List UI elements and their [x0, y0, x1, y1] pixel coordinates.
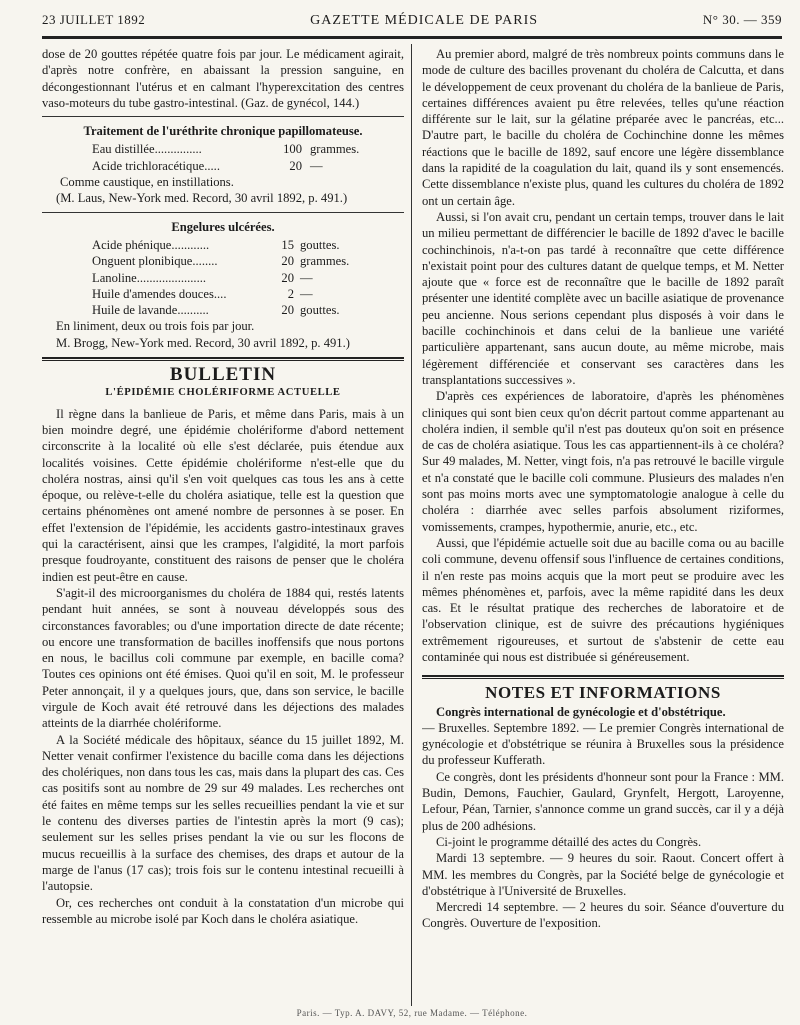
column-divider [411, 44, 412, 1006]
ingredient-qty: 20 [289, 158, 302, 173]
bulletin-paragraph: S'agit-il des microorganismes du choléra de 1884 qui, restés latents pendant huit années, se sont à nouveau développés sous des circonstances favorables; ou d'une importation directe de date récente; ou encore une transformation de bacilles inoffensifs que nous portons en nous, le bacillus coli commune par exemple, en bacille coma? Toutes ces opinions ont été émises. Quoi qu'il en soit, M. le professeur Peter annonçait, il y a quelques jours, que, dans son service, le bacille virgule de Koch avait été retrouvé dans les déjections des malades atteints de la diarrhée cholériforme. [42, 585, 404, 731]
congres-paragraph: — Bruxelles. Septembre 1892. — Le premier Congrès international de gynécologie et d'obstétrique se réunira à Bruxelles sous la présidence du professeur Kufferath. [422, 720, 784, 768]
urethrite-ref: (M. Laus, New-York med. Record, 30 avril 1892, p. 491.) [56, 191, 348, 206]
ingredient-unit: — [300, 286, 313, 301]
bulletin-subtitle: L'ÉPIDÉMIE CHOLÉRIFORME ACTUELLE [105, 387, 341, 399]
ingredient-unit: gouttes. [300, 237, 340, 252]
bulletin-paragraph: Aussi, si l'on avait cru, pendant un certain temps, trouver dans le lait un milieu permettant de différencier le bacille de 1892 d'avec le bacille cochinchinois, n'a-t-on pas tardé à reconnaître que cette différence n'existait point pour des cultures datant de quelque temps, et M. Netter ajoute que « force est de reconnaître que le bacille de 1892 paraît présenter une identité complète avec un bacille asiatique de provenance peu ancienne. Nous serions cependant plus disposés à voir dans le bacille cochinchinois et dans celui de la banlieue une variété particulière appartenant, sans aucun doute, au même microbe, mais légèrement différenciée et conservant ses caractères dans les transplantations successives ». [422, 209, 784, 387]
prescription-line [42, 158, 404, 174]
bulletin-paragraph: D'après ces expériences de laboratoire, d'après les phénomènes cliniques qui sont bien ceux qu'on décrit partout comme appartenant au choléra indien, il semble qu'il n'est pas douteux qu'on soit en présence de cas de choléra asiatique. Tous les cas appartiennent-ils à ce choléra? Sur 49 malades, M. Netter, vingt fois, n'a pas retrouvé le bacille virgule et n'a constaté que le bacille coli commune. Plusieurs des malades n'en sont pas moins morts avec une symptomatologie analogue à celle du choléra : diarrhée avec selles parfois absolument riziformes, vomissements, crampes, hypothermie, anurie, etc., etc. [422, 389, 784, 534]
congres-paragraph: Mercredi 14 septembre. — 2 heures du soir. Séance d'ouverture du Congrès. Ouverture de l'exposition. [422, 900, 784, 931]
engelures-title: Engelures ulcérées. [171, 219, 275, 234]
ingredient-qty: 15 [281, 237, 294, 252]
running-header [42, 12, 782, 34]
ingredient-name: Acide phénique............ [92, 237, 210, 252]
ingredient-unit: — [310, 158, 323, 173]
prescription-line [42, 141, 404, 157]
ingredient-unit: grammes. [300, 254, 350, 269]
ingredient-unit: — [300, 270, 313, 285]
congres-paragraph: Ce congrès, dont les présidents d'honneur sont pour la France : MM. Budin, Demons, Fauchier, Gaulard, Grynfelt, Hergott, Laroyenne, Lefour, Péan, Tarnier, s'annonce comme un grand succès, car il y a déjà plus de 200 adhésions. [422, 769, 784, 833]
ingredient-name: Acide trichloracétique..... [92, 158, 220, 173]
bulletin-paragraph: Au premier abord, malgré de très nombreux points communs dans le mode de culture des bacilles provenant du choléra de Calcutta, et dans le développement de ceux provenant du choléra de la banlieue de Paris, certaines différences avaient pu être relevées, telles qu'une réaction différente sur le lait, sur la gélatine préparée avec le pancréas, etc... D'autre part, le bacille du choléra de Cochinchine donne les mêmes réactions que le bacille de 1892, sauf encore une légère dissemblance dans la rapidité de la coagulation du lait, quand ils y sont ensemencés. Cette dissemblance n'existe plus, quand les cultures du choléra de 1892 ont un certain âge. [422, 47, 784, 208]
right-column [422, 46, 784, 1006]
prescription-line [42, 302, 404, 318]
section-rule [42, 116, 404, 117]
bulletin-rule [42, 357, 404, 361]
ingredient-qty: 20 [281, 303, 294, 318]
section-rule [42, 212, 404, 213]
page-number: N° 30. — 359 [702, 12, 782, 27]
prescription-line [42, 237, 404, 253]
bulletin-paragraph: A la Société médicale des hôpitaux, séance du 15 juillet 1892, M. Netter venait confirmer l'existence du bacille coma dans les déjections des cholériques, non dans tous les cas, mais dans la plupart des cas. Ces cas positifs sont au nombre de 29 sur 49 malades. Les recherches ont été faites en même temps sur les selles recueillies pendant la vie et sur le contenu des diverses parties de l'intestin après la mort (9 cas); seulement sur les selles prises pendant la vie ou sur les flocons de mucus recueillis à la surface des chemises, des draps et autour de la marge de l'anus (17 cas); trois fois sur le contenu intestinal recueilli à l'autopsie. [42, 732, 404, 894]
header-rule [42, 36, 782, 39]
ingredient-name: Onguent plonibique........ [92, 254, 218, 269]
bulletin-paragraph: Aussi, que l'épidémie actuelle soit due au bacille coma ou au bacille coli commune, devenu offensif sous l'influence de certaines conditions, il n'en reste pas moins acquis que la mort peut se produire avec les mêmes phénomènes et, parfois, avec la même rapidité dans les deux cas. Et le résultat pratique des recherches de laboratoire et de l'observation clinique, est de suivre des précautions hygiéniques extrêmement rigoureuses, et surtout de s'abstenir de cette eau contaminée qui nous est distribuée si généreusement. [422, 535, 784, 664]
prescription-line [42, 253, 404, 269]
prescription-line [42, 286, 404, 302]
engelures-ref: M. Brogg, New-York med. Record, 30 avril 1892, p. 491.) [56, 335, 350, 350]
ingredient-qty: 100 [283, 142, 302, 157]
bulletin-paragraph: Il règne dans la banlieue de Paris, et même dans Paris, mais à un bien moindre degré, une épidémie cholériforme d'abord nettement circonscrite à la localité où elle s'est déclarée, puis étendue aux localités voisines. Cette épidémie cholériforme n'est-elle que du choléra nostras, ainsi qu'il s'en voit quelques cas tous les ans à cette époque, ou relève-t-elle du choléra asiatique, telle est la question que certains phénomènes ont amené nombre de personnes à se poser. En effet l'extension de l'épidémie, les accidents gastro-intestinaux graves qui la caractérisent, ainsi que les crampes, l'algidité, la mort parfois presque foudroyante, constituent des raisons de penser que le choléra indien est peut-être en cause. [42, 406, 404, 584]
notes-title: NOTES ET INFORMATIONS [485, 683, 721, 703]
ingredient-name: Huile de lavande.......... [92, 303, 209, 318]
bulletin-title: BULLETIN [169, 364, 277, 386]
prescription-line [42, 270, 404, 286]
journal-title: GAZETTE MÉDICALE DE PARIS [310, 13, 539, 28]
bulletin-paragraph: Or, ces recherches ont conduit à la constatation d'un microbe qui ressemble au microbe isolé par Koch dans le choléra asiatique. [42, 895, 404, 926]
notes-rule [422, 675, 784, 679]
congres-title: Congrès international de gynécologie et d'obstétrique. [436, 704, 726, 719]
ingredient-name: Lanoline...................... [92, 270, 207, 285]
header-date: 23 JUILLET 1892 [42, 12, 146, 27]
intro-paragraph: dose de 20 gouttes répétée quatre fois par jour. Le médicament agirait, d'après notre confrère, en abaissant la pression sanguine, en décongestionnant l'utérus et en calmant l'hyperexcitation des centres vaso-moteurs du tube gastro-intestinal. (Gaz. de gynécol, 144.) [42, 47, 404, 110]
ingredient-unit: grammes. [310, 142, 360, 157]
ingredient-name: Eau distillée............... [92, 142, 202, 157]
engelures-note: En liniment, deux ou trois fois par jour. [56, 319, 255, 334]
ingredient-qty: 2 [287, 286, 294, 301]
printer-footer: Paris. — Typ. A. DAVY, 52, rue Madame. — Téléphone. [296, 1008, 528, 1018]
left-column [42, 46, 404, 1006]
ingredient-name: Huile d'amendes douces.... [92, 286, 227, 301]
ingredient-unit: gouttes. [300, 303, 340, 318]
urethrite-note: Comme caustique, en instillations. [60, 175, 234, 190]
ingredient-qty: 20 [281, 270, 294, 285]
congres-paragraph: Ci-joint le programme détaillé des actes du Congrès. [436, 834, 702, 849]
urethrite-title: Traitement de l'uréthrite chronique papillomateuse. [83, 124, 363, 139]
ingredient-qty: 20 [281, 254, 294, 269]
congres-paragraph: Mardi 13 septembre. — 9 heures du soir. Raout. Concert offert à MM. les membres du Congrès, par la Société belge de gynécologie et d'obstétrique à l'Université de Bruxelles. [422, 851, 784, 898]
